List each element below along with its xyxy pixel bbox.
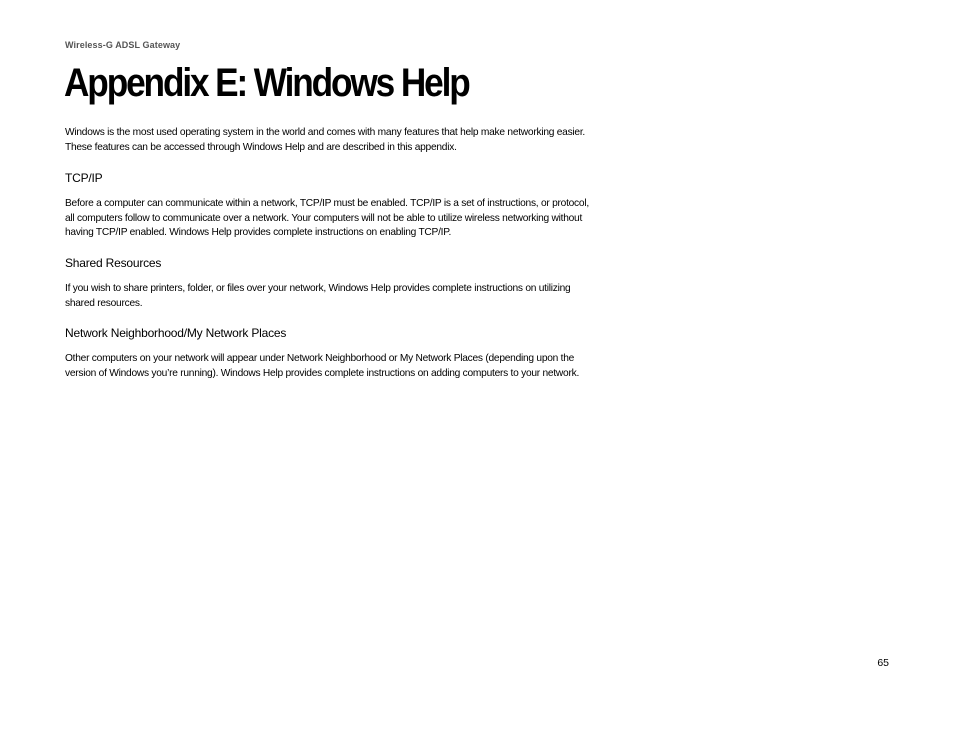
section-body-tcpip: Before a computer can communicate within a network, TCP/IP must be enabled. TCP/IP is a set of instructions, or protocol, all computers follow to communicate over a network. Your computers will not be able to utilize wireless networking without having TCP/IP enabled. Windows Help provides complete instructions on enabling TCP/IP. [65,198,589,239]
section-body-network-places: Other computers on your network will appear under Network Neighborhood or My Network Places (depending upon the version of Windows you’re running). Windows Help provides complete instructions on adding computers to your network. [65,353,580,379]
page-title: Appendix E: Windows Help [64,61,469,105]
page-number: 65 [877,657,889,669]
running-header: Wireless-G ADSL Gateway [65,40,181,50]
section-heading-shared-resources: Shared Resources [65,255,162,270]
section-heading-tcpip: TCP/IP [65,171,103,186]
intro-paragraph: Windows is the most used operating system in the world and comes with many features that help make networking easier. These features can be accessed through Windows Help and are described in this appendix. [65,127,586,153]
section-body-shared-resources: If you wish to share printers, folder, or files over your network, Windows Help provides complete instructions on utilizing shared resources. [65,282,571,309]
section-heading-network-places: Network Neighborhood/My Network Places [65,326,287,341]
page-content [65,126,595,381]
